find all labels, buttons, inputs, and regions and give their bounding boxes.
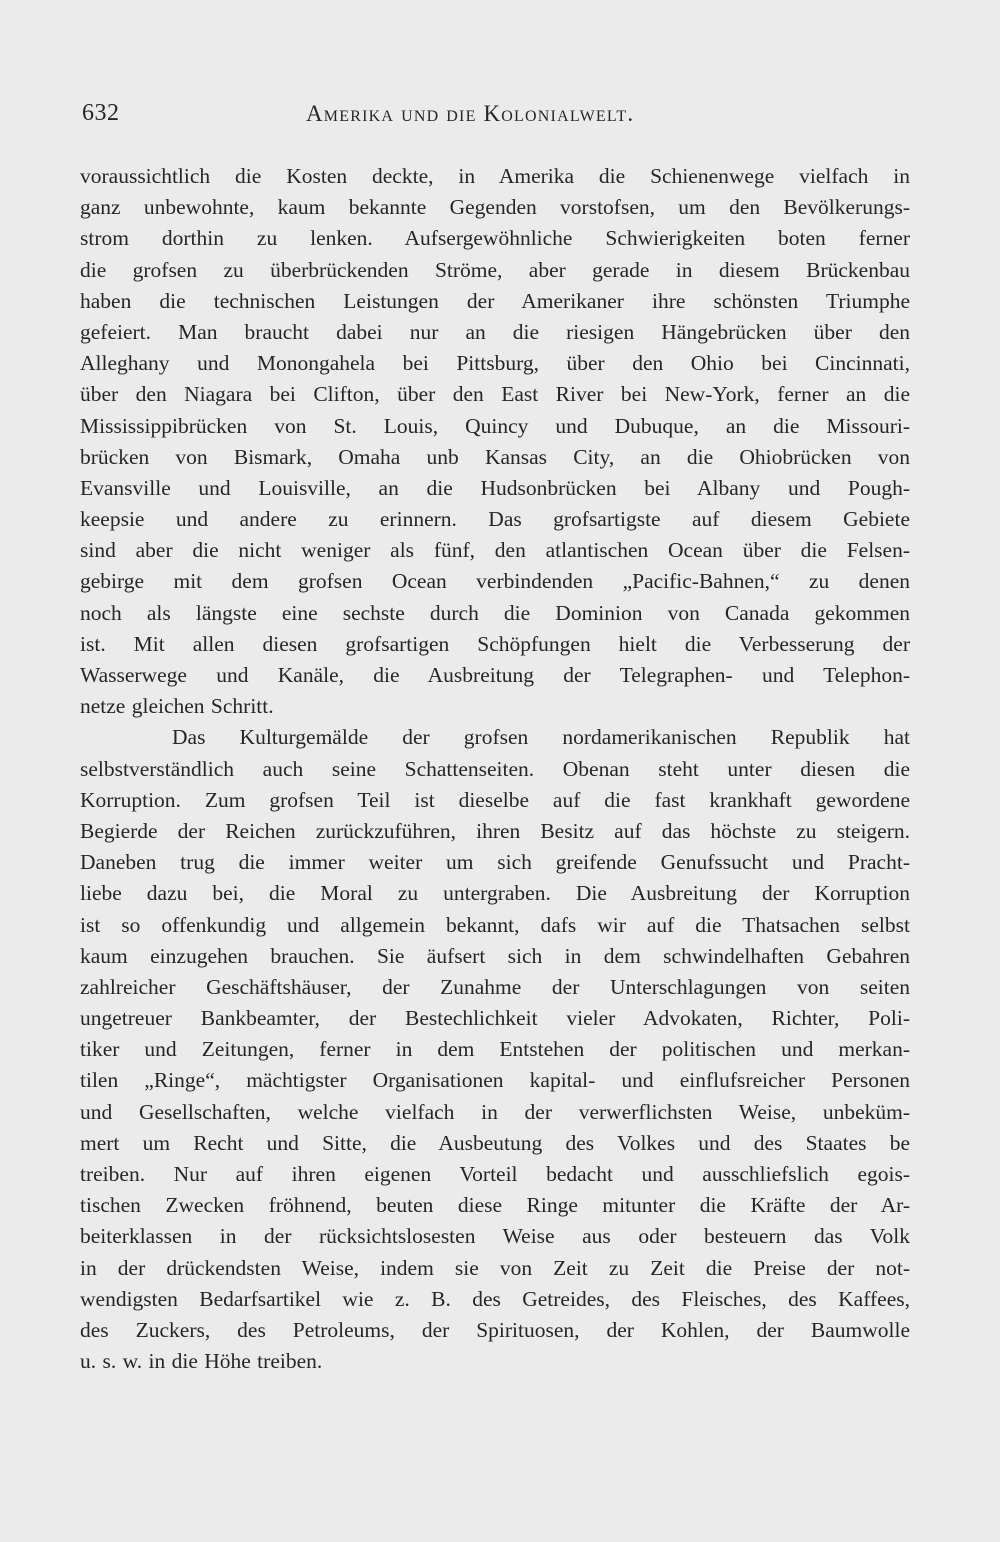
text-line: ganz unbewohnte, kaum bekannte Gegenden vorstofsen, um den Bevölkerungs- (80, 195, 910, 220)
text-line: haben die technischen Leistungen der Amerikaner ihre schönsten Triumphe (80, 288, 910, 313)
text-line: voraussichtlich die Kosten deckte, in Amerika die Schienenwege vielfach in (80, 164, 910, 188)
text-line: zahlreicher Geschäftshäuser, der Zunahme der Unterschlagungen von seiten (80, 974, 910, 999)
text-line: mert um Recht und Sitte, die Ausbeutung des Volkes und des Staates be (80, 1130, 910, 1155)
text-line: sind aber die nicht weniger als fünf, den atlantischen Ocean über die Felsen- (80, 538, 910, 563)
text-line: Mississippibrücken von St. Louis, Quincy und Dubuque, an die Missouri- (80, 413, 910, 438)
text-line: ungetreuer Bankbeamter, der Bestechlichkeit vieler Advokaten, Richter, Poli- (80, 1006, 910, 1031)
page-number: 632 (82, 100, 120, 126)
text-line: ist so offenkundig und allgemein bekannt, dafs wir auf die Thatsachen selbst (80, 912, 910, 937)
text-line: in der drückendsten Weise, indem sie von Zeit zu Zeit die Preise der not- (80, 1255, 910, 1280)
text-line: des Zuckers, des Petroleums, der Spirituosen, der Kohlen, der Baumwolle (80, 1317, 910, 1342)
text-line: gefeiert. Man braucht dabei nur an die riesigen Hängebrücken über den (80, 319, 910, 344)
text-line: u. s. w. in die Höhe treiben. (80, 1349, 323, 1374)
text-line: gebirge mit dem grofsen Ocean verbindenden „Pacific-Bahnen,“ zu denen (80, 569, 910, 594)
text-line: beiterklassen in der rücksichtslosesten Weise aus oder besteuern das Volk (80, 1224, 910, 1249)
text-line: über den Niagara bei Clifton, über den East River bei New-York, ferner an die (80, 382, 910, 407)
text-line: selbstverständlich auch seine Schattenseiten. Obenan steht unter diesen die (80, 756, 910, 781)
text-line: strom dorthin zu lenken. Aufsergewöhnliche Schwierigkeiten boten ferner (80, 226, 910, 251)
text-line: noch als längste eine sechste durch die Dominion von Canada gekommen (80, 600, 910, 625)
text-line: und Gesellschaften, welche vielfach in der verwerflichsten Weise, unbeküm- (80, 1099, 910, 1124)
text-line: tiker und Zeitungen, ferner in dem Entstehen der politischen und merkan- (80, 1037, 910, 1062)
text-line: die grofsen zu überbrückenden Ströme, aber gerade in diesem Brückenbau (80, 257, 910, 282)
text-line: Begierde der Reichen zurückzuführen, ihren Besitz auf das höchste zu steigern. (80, 818, 910, 843)
text-line: Korruption. Zum grofsen Teil ist dieselbe auf die fast krankhaft gewordene (80, 787, 910, 812)
text-line: tilen „Ringe“, mächtigster Organisationen kapital- und einflufsreicher Personen (80, 1068, 910, 1093)
text-line: Wasserwege und Kanäle, die Ausbreitung der Telegraphen- und Telephon- (80, 663, 910, 687)
paragraph (80, 722, 910, 1377)
text-line: Daneben trug die immer weiter um sich greifende Genufssucht und Pracht- (80, 850, 910, 875)
text-line: keepsie und andere zu erinnern. Das grofsartigste auf diesem Gebiete (80, 507, 910, 532)
text-line: brücken von Bismark, Omaha unb Kansas City, an die Ohiobrücken von (80, 444, 910, 469)
body-text (80, 161, 910, 1377)
text-line: Das Kulturgemälde der grofsen nordamerikanischen Republik hat (172, 725, 910, 750)
text-line: Evansville und Louisville, an die Hudsonbrücken bei Albany und Pough- (80, 475, 910, 500)
running-title: Amerika und die Kolonialwelt. (306, 101, 635, 126)
text-line: kaum einzugehen brauchen. Sie äufsert sich in dem schwindelhaften Gebahren (80, 943, 910, 968)
text-line: treiben. Nur auf ihren eigenen Vorteil bedacht und ausschliefslich egois- (80, 1162, 910, 1186)
text-line: wendigsten Bedarfsartikel wie z. B. des Getreides, des Fleisches, des Kaffees, (80, 1286, 910, 1311)
text-line: netze gleichen Schritt. (80, 694, 274, 719)
paragraph (80, 161, 910, 722)
text-line: Alleghany und Monongahela bei Pittsburg, über den Ohio bei Cincinnati, (80, 351, 910, 376)
text-line: tischen Zwecken fröhnend, beuten diese Ringe mitunter die Kräfte der Ar- (80, 1193, 910, 1218)
text-line: ist. Mit allen diesen grofsartigen Schöpfungen hielt die Verbesserung der (80, 631, 910, 656)
text-line: liebe dazu bei, die Moral zu untergraben. Die Ausbreitung der Korruption (80, 881, 910, 906)
